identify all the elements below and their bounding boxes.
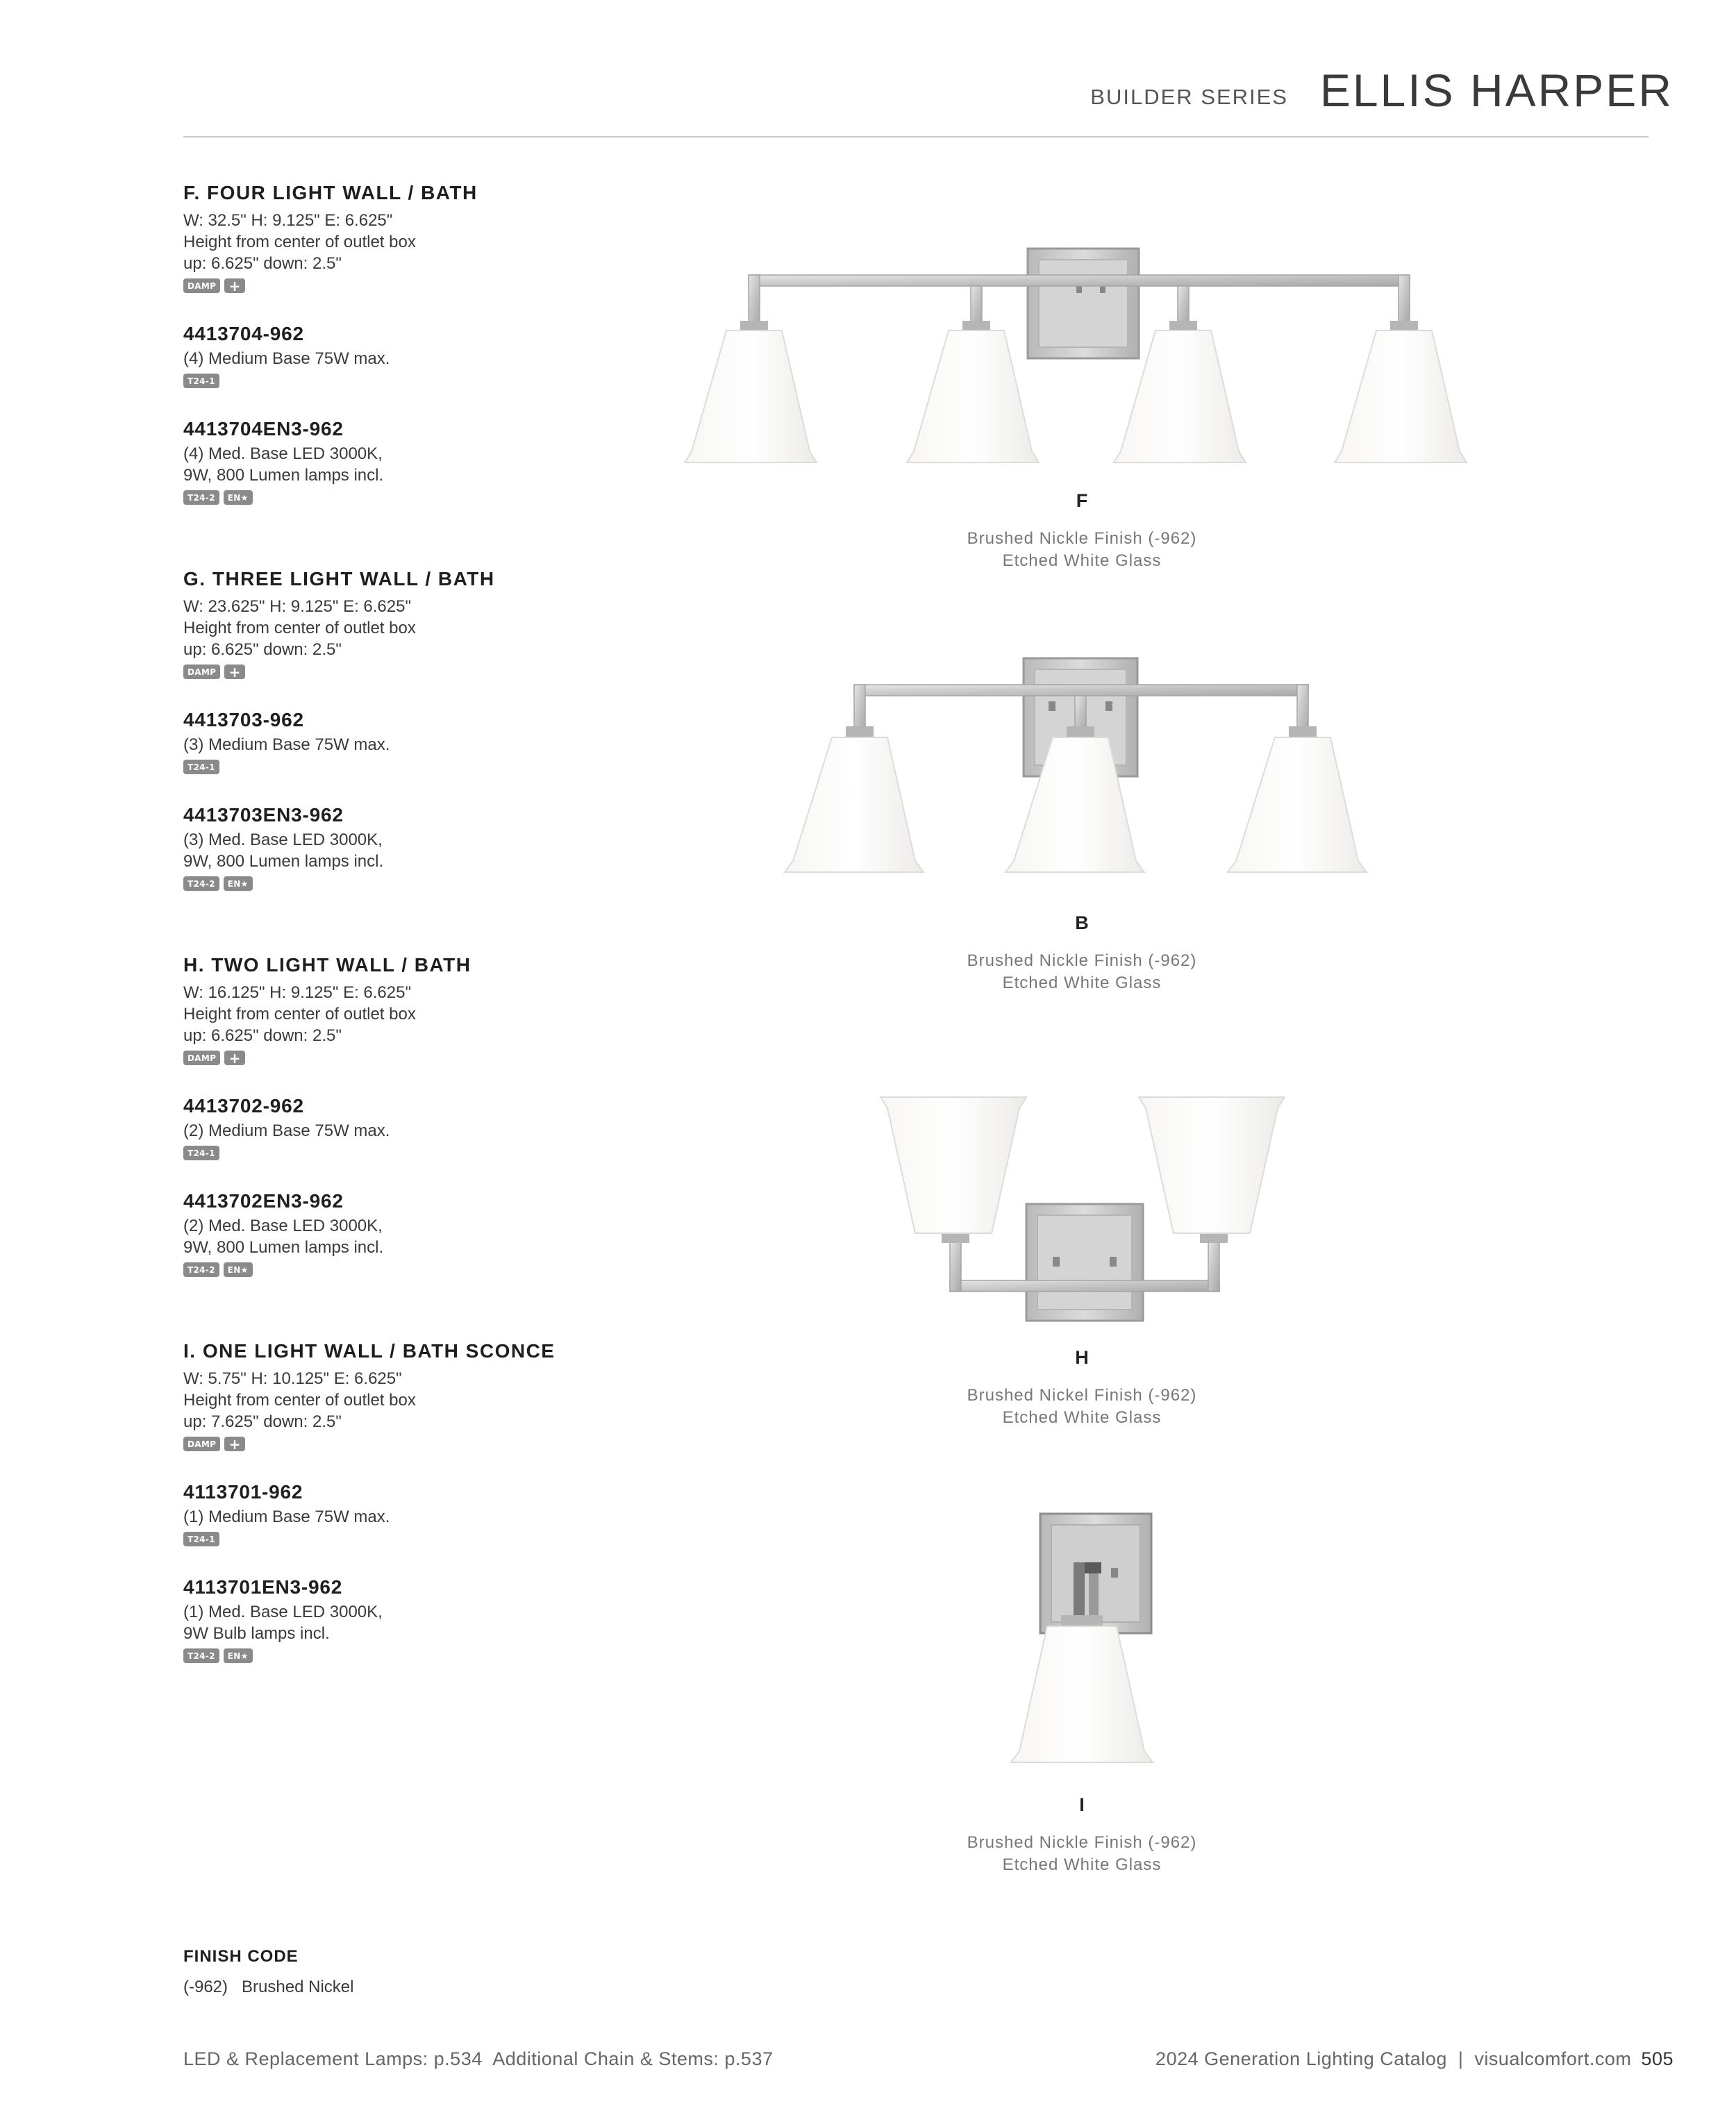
footer-references: LED & Replacement Lamps: p.534 Additional Chain & Stems: p.537 — [183, 2048, 774, 2069]
figure-glass-caption: Etched White Glass — [1002, 1855, 1162, 1874]
sku-badges — [183, 1532, 711, 1548]
collection-title: ELLIS HARPER — [1319, 65, 1674, 116]
fixture-i-image — [971, 1507, 1193, 1771]
sku-led-badges — [183, 1648, 711, 1665]
t24-badge: T24-1 — [183, 760, 219, 774]
spec-block-h — [183, 954, 711, 1279]
spec-height-label: Height from center of outlet box — [183, 233, 416, 251]
sku-led-description: (1) Med. Base LED 3000K, — [183, 1603, 383, 1621]
spec-title: G. THREE LIGHT WALL / BATH — [183, 568, 495, 590]
spec-height-values: up: 6.625" down: 2.5" — [183, 640, 342, 659]
rating-badges — [183, 278, 711, 295]
sku-led-description: 9W, 800 Lumen lamps incl. — [183, 852, 384, 871]
figure-letter-f: F — [1076, 490, 1088, 511]
sku-badges — [183, 1146, 711, 1162]
sku-incandescent: 4413702-962 — [183, 1095, 304, 1117]
spec-dimensions: W: 5.75" H: 10.125" E: 6.625" — [183, 1369, 402, 1388]
damp-badge: DAMP — [183, 1051, 220, 1065]
sku-incandescent: 4413704-962 — [183, 323, 304, 344]
spec-height-values: up: 7.625" down: 2.5" — [183, 1412, 342, 1431]
sku-incandescent: 4113701-962 — [183, 1481, 303, 1503]
spec-height-values: up: 6.625" down: 2.5" — [183, 1026, 342, 1045]
damp-badge: DAMP — [183, 1437, 220, 1451]
spec-height-values: up: 6.625" down: 2.5" — [183, 254, 342, 273]
figure-finish-caption: Brushed Nickle Finish (-962) — [967, 951, 1197, 970]
sku-badges — [183, 760, 711, 776]
sku-led-badges — [183, 1262, 711, 1279]
sku-description: (3) Medium Base 75W max. — [183, 735, 390, 754]
fixture-h-image — [874, 1090, 1290, 1326]
spec-title: I. ONE LIGHT WALL / BATH SCONCE — [183, 1340, 556, 1362]
plus-badge: + — [224, 665, 245, 679]
finish-code-title: FINISH CODE — [183, 1947, 299, 1966]
spec-title: H. TWO LIGHT WALL / BATH — [183, 954, 471, 976]
sku-led-badges — [183, 876, 711, 893]
figure-letter-i: I — [1079, 1794, 1085, 1815]
sku-badges — [183, 374, 711, 390]
sku-led: 4113701EN3-962 — [183, 1576, 343, 1598]
fixture-b-image — [778, 653, 1403, 889]
finish-code-name: Brushed Nickel — [242, 1978, 354, 1996]
sku-led-badges — [183, 490, 711, 507]
figure-glass-caption: Etched White Glass — [1002, 1408, 1162, 1427]
rating-badges — [183, 1051, 711, 1067]
sku-led-description: (4) Med. Base LED 3000K, — [183, 444, 383, 463]
damp-badge: DAMP — [183, 665, 220, 679]
plus-badge: + — [224, 278, 245, 293]
figure-letter-b: B — [1075, 912, 1089, 933]
header-divider — [183, 136, 1649, 137]
energy-star-badge: EN★ — [224, 1262, 253, 1277]
figure-finish-caption: Brushed Nickle Finish (-962) — [967, 529, 1197, 548]
sku-incandescent: 4413703-962 — [183, 709, 304, 730]
spec-height-label: Height from center of outlet box — [183, 1391, 416, 1410]
energy-star-badge: EN★ — [224, 490, 253, 505]
fixture-f-image — [681, 243, 1500, 472]
spec-dimensions: W: 23.625" H: 9.125" E: 6.625" — [183, 597, 411, 616]
t24-badge: T24-2 — [183, 1648, 219, 1663]
plus-badge: + — [224, 1051, 245, 1065]
sku-description: (4) Medium Base 75W max. — [183, 349, 390, 368]
series-label: BUILDER SERIES — [1090, 85, 1288, 109]
t24-badge: T24-2 — [183, 876, 219, 891]
footer-catalog-text: 2024 Generation Lighting Catalog | visualcomfort.com — [1155, 2048, 1632, 2069]
sku-led-description: (2) Med. Base LED 3000K, — [183, 1217, 383, 1235]
t24-badge: T24-1 — [183, 1146, 219, 1160]
spec-title: F. FOUR LIGHT WALL / BATH — [183, 182, 478, 203]
rating-badges — [183, 665, 711, 681]
rating-badges — [183, 1437, 711, 1453]
figure-finish-caption: Brushed Nickel Finish (-962) — [967, 1386, 1197, 1405]
figure-glass-caption: Etched White Glass — [1002, 551, 1162, 570]
sku-led: 4413702EN3-962 — [183, 1190, 344, 1212]
figure-letter-h: H — [1075, 1347, 1089, 1368]
finish-code-value: (-962) — [183, 1978, 228, 1996]
energy-star-badge: EN★ — [224, 1648, 253, 1663]
sku-led-description: 9W, 800 Lumen lamps incl. — [183, 466, 384, 485]
figure-glass-caption: Etched White Glass — [1002, 974, 1162, 992]
sku-led-description: 9W Bulb lamps incl. — [183, 1624, 330, 1643]
footer-catalog — [1155, 2048, 1674, 2070]
spec-height-label: Height from center of outlet box — [183, 619, 416, 637]
sku-led-description: 9W, 800 Lumen lamps incl. — [183, 1238, 384, 1257]
spec-block-i — [183, 1340, 711, 1665]
t24-badge: T24-2 — [183, 490, 219, 505]
sku-led-description: (3) Med. Base LED 3000K, — [183, 830, 383, 849]
figure-finish-caption: Brushed Nickle Finish (-962) — [967, 1833, 1197, 1852]
spec-height-label: Height from center of outlet box — [183, 1005, 416, 1024]
finish-code-entry — [183, 1978, 353, 1997]
t24-badge: T24-1 — [183, 374, 219, 388]
t24-badge: T24-2 — [183, 1262, 219, 1277]
damp-badge: DAMP — [183, 278, 220, 293]
page-number: 505 — [1641, 2048, 1674, 2069]
energy-star-badge: EN★ — [224, 876, 253, 891]
spec-block-g — [183, 568, 711, 893]
t24-badge: T24-1 — [183, 1532, 219, 1546]
spec-dimensions: W: 16.125" H: 9.125" E: 6.625" — [183, 983, 411, 1002]
sku-description: (1) Medium Base 75W max. — [183, 1507, 390, 1526]
sku-led: 4413703EN3-962 — [183, 804, 344, 826]
spec-block-f — [183, 182, 711, 507]
sku-description: (2) Medium Base 75W max. — [183, 1121, 390, 1140]
spec-dimensions: W: 32.5" H: 9.125" E: 6.625" — [183, 211, 393, 230]
sku-led: 4413704EN3-962 — [183, 418, 344, 440]
plus-badge: + — [224, 1437, 245, 1451]
